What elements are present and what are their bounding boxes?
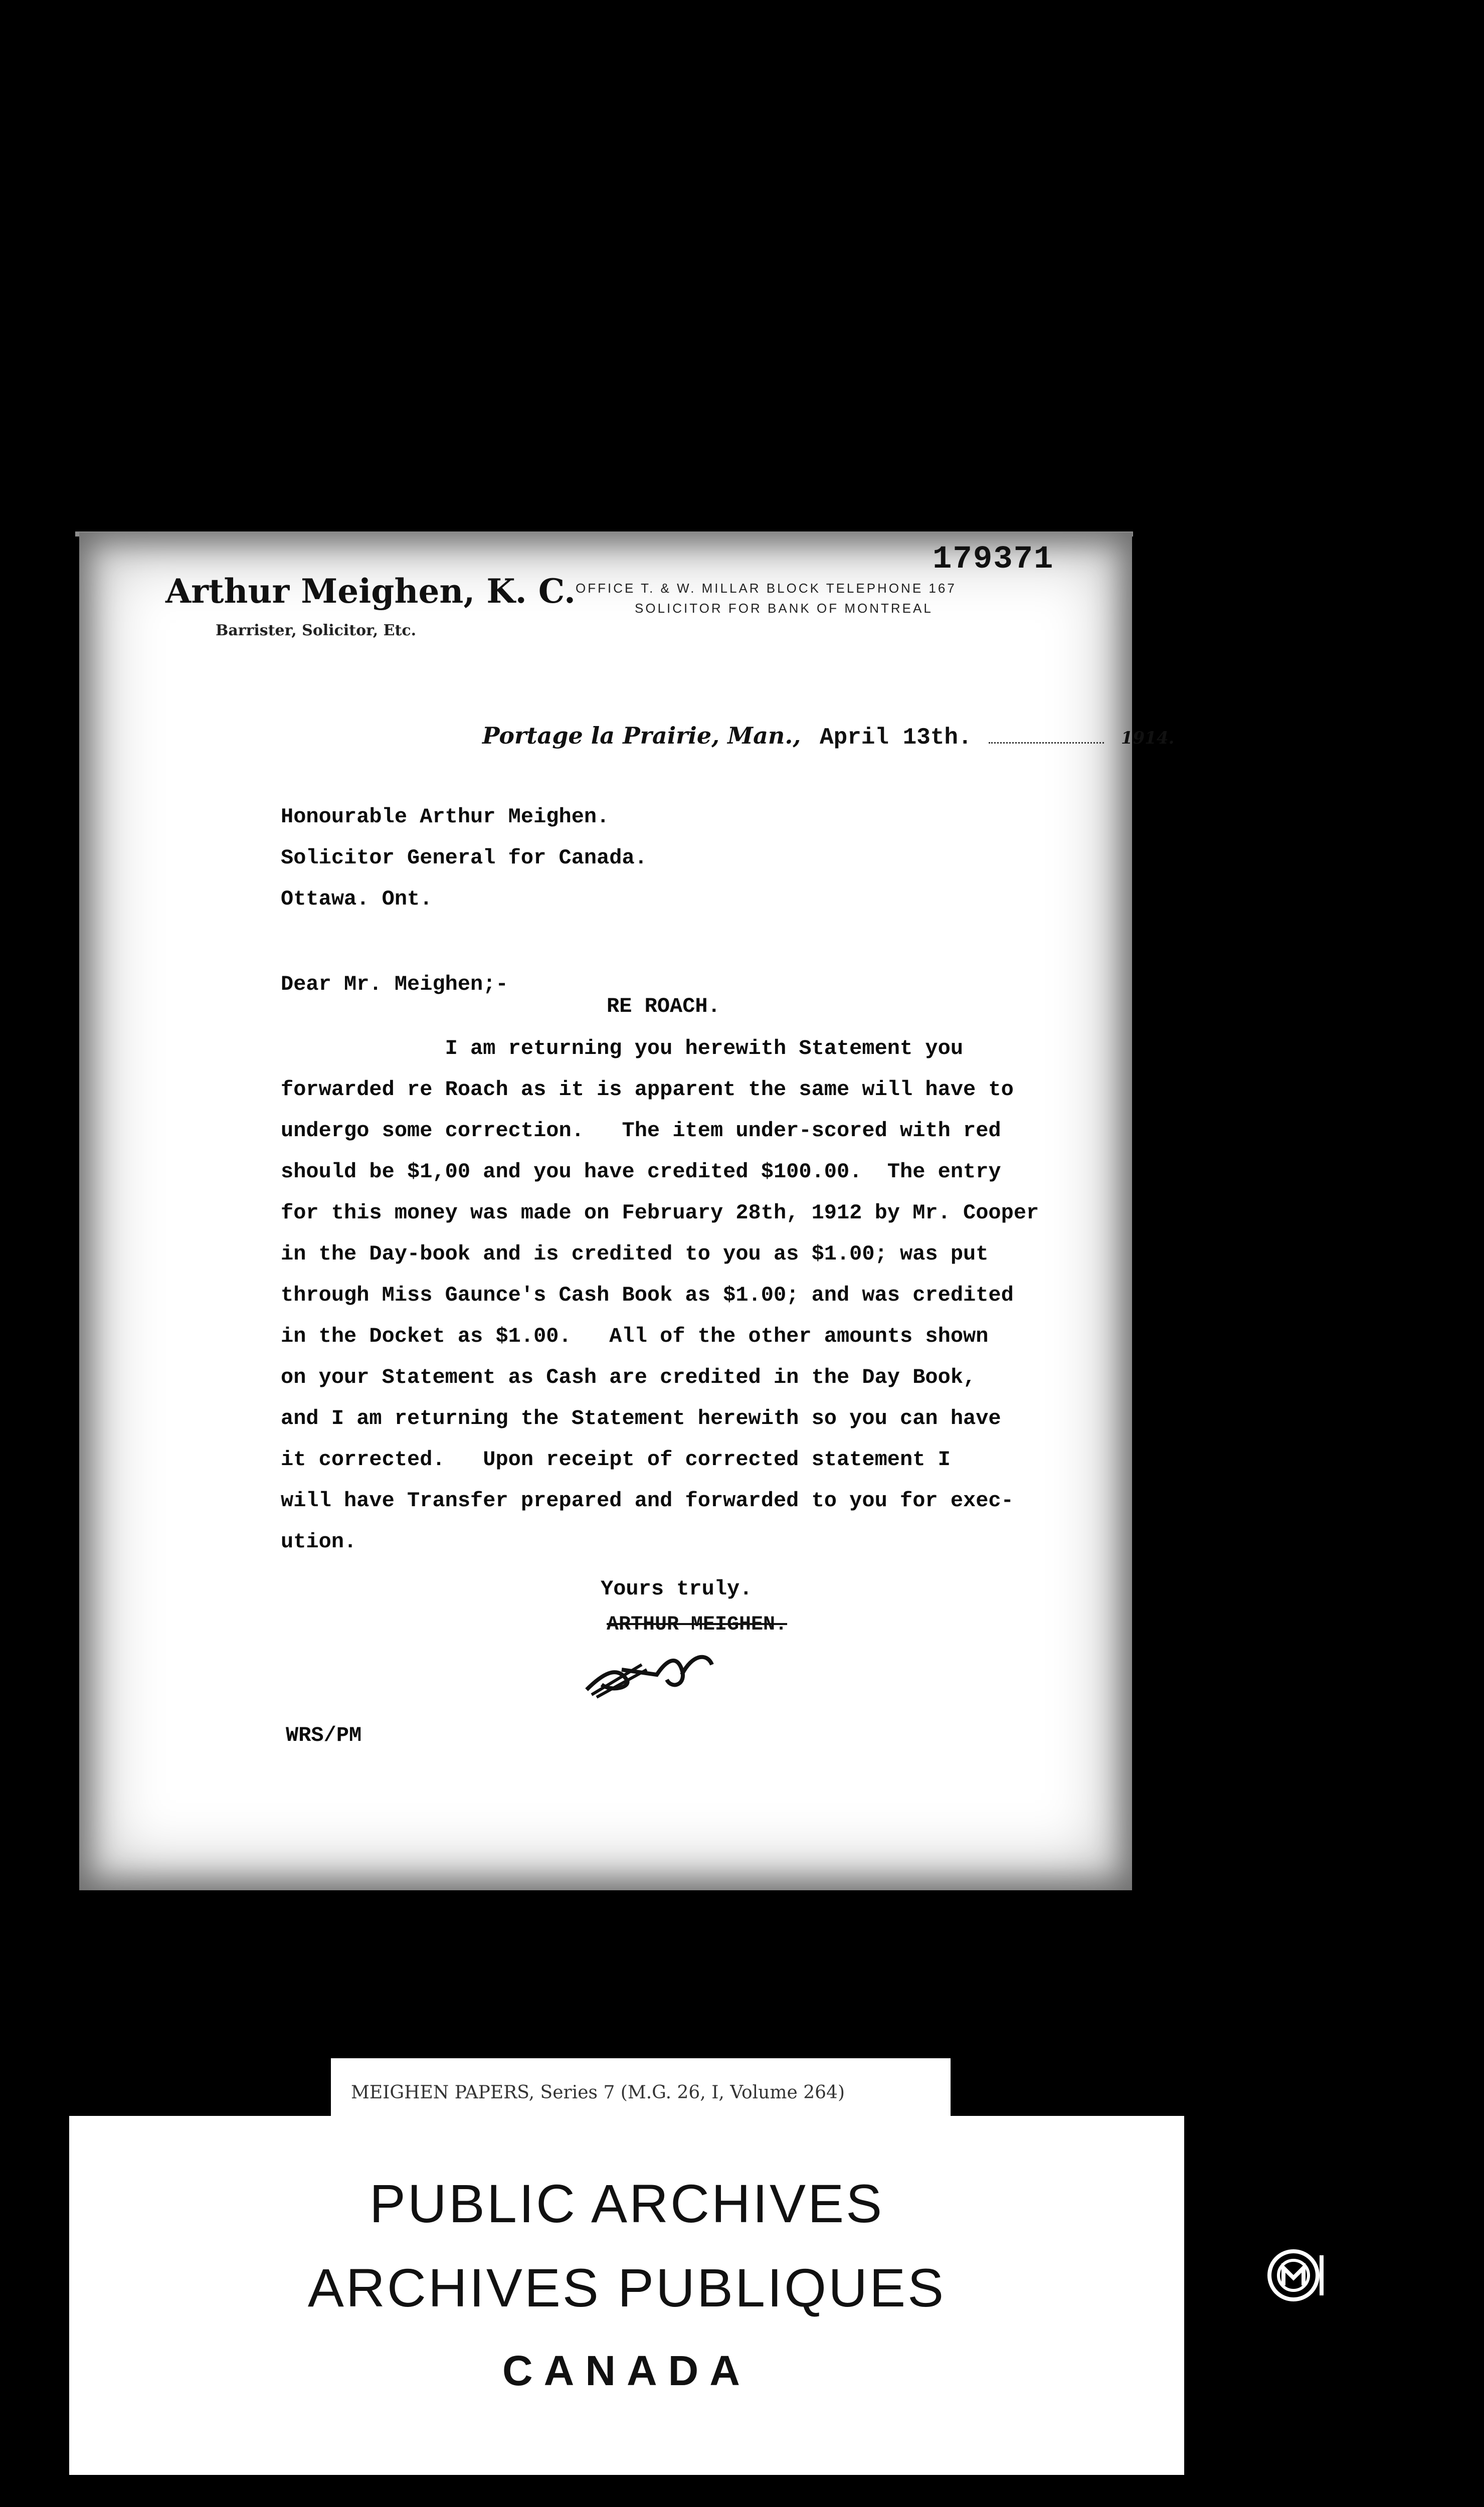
typed-signature: ARTHUR MEIGHEN.: [607, 1614, 788, 1636]
letterhead-name: Arthur Meighen, K. C.: [165, 572, 576, 611]
dateline: [482, 722, 1175, 757]
body-line: it corrected. Upon receipt of corrected statement I: [281, 1448, 951, 1472]
body-line: ution.: [281, 1530, 357, 1554]
letterhead-office: OFFICE T. & W. MILLAR BLOCK TELEPHONE 167: [576, 581, 957, 596]
dateline-date: April 13th.: [819, 725, 972, 751]
body-line: undergo some correction. The item under-scored with red: [281, 1119, 1001, 1143]
archives-line-fr: ARCHIVES PUBLIQUES: [307, 2257, 946, 2318]
closing: Yours truly.: [601, 1577, 753, 1601]
body-line: forwarded re Roach as it is apparent the same will have to: [281, 1078, 1014, 1102]
recipient-line: Ottawa. Ont.: [281, 887, 433, 911]
body-line: will have Transfer prepared and forwarded to you for exec-: [281, 1489, 1014, 1513]
dateline-year: 1914.: [1121, 728, 1175, 748]
recipient-address: [281, 796, 647, 920]
body-line: through Miss Gaunce's Cash Book as $1.00; and was credited: [281, 1283, 1014, 1307]
body-line: for this money was made on February 28th, 1912 by Mr. Cooper: [281, 1201, 1039, 1225]
body-line: in the Docket as $1.00. All of the other amounts shown: [281, 1324, 989, 1348]
archives-card: [69, 2116, 1184, 2475]
body-line: in the Day-book and is credited to you as $1.00; was put: [281, 1242, 989, 1266]
body-line: and I am returning the Statement herewith so you can have: [281, 1406, 1001, 1430]
letterhead-subtitle: Barrister, Solicitor, Etc.: [216, 622, 417, 639]
typist-initials: WRS/PM: [286, 1723, 362, 1747]
salutation: Dear Mr. Meighen;-: [281, 972, 508, 996]
handwritten-signature: [582, 1645, 722, 1700]
document-number: 179371: [933, 542, 1054, 578]
archives-line-country: CANADA: [502, 2347, 751, 2394]
archives-line-en: PUBLIC ARCHIVES: [369, 2173, 884, 2234]
archive-label: [331, 2058, 951, 2116]
dateline-place: Portage la Prairie, Man.,: [482, 722, 801, 749]
recipient-line: Honourable Arthur Meighen.: [281, 805, 610, 829]
body-line: should be $1,00 and you have credited $100.00. The entry: [281, 1160, 1001, 1184]
microfilm-logo-icon: [1263, 2245, 1324, 2305]
letterhead-bank: SOLICITOR FOR BANK OF MONTREAL: [635, 601, 933, 616]
subject-line: RE ROACH.: [607, 994, 720, 1018]
dateline-dots: [989, 742, 1104, 744]
recipient-line: Solicitor General for Canada.: [281, 846, 647, 870]
letter-body: [281, 1028, 1039, 1562]
body-line: on your Statement as Cash are credited in the Day Book,: [281, 1365, 976, 1389]
body-line: I am returning you herewith Statement you: [281, 1036, 964, 1060]
archive-label-text: MEIGHEN PAPERS, Series 7 (M.G. 26, I, Volume 264): [351, 2082, 845, 2103]
